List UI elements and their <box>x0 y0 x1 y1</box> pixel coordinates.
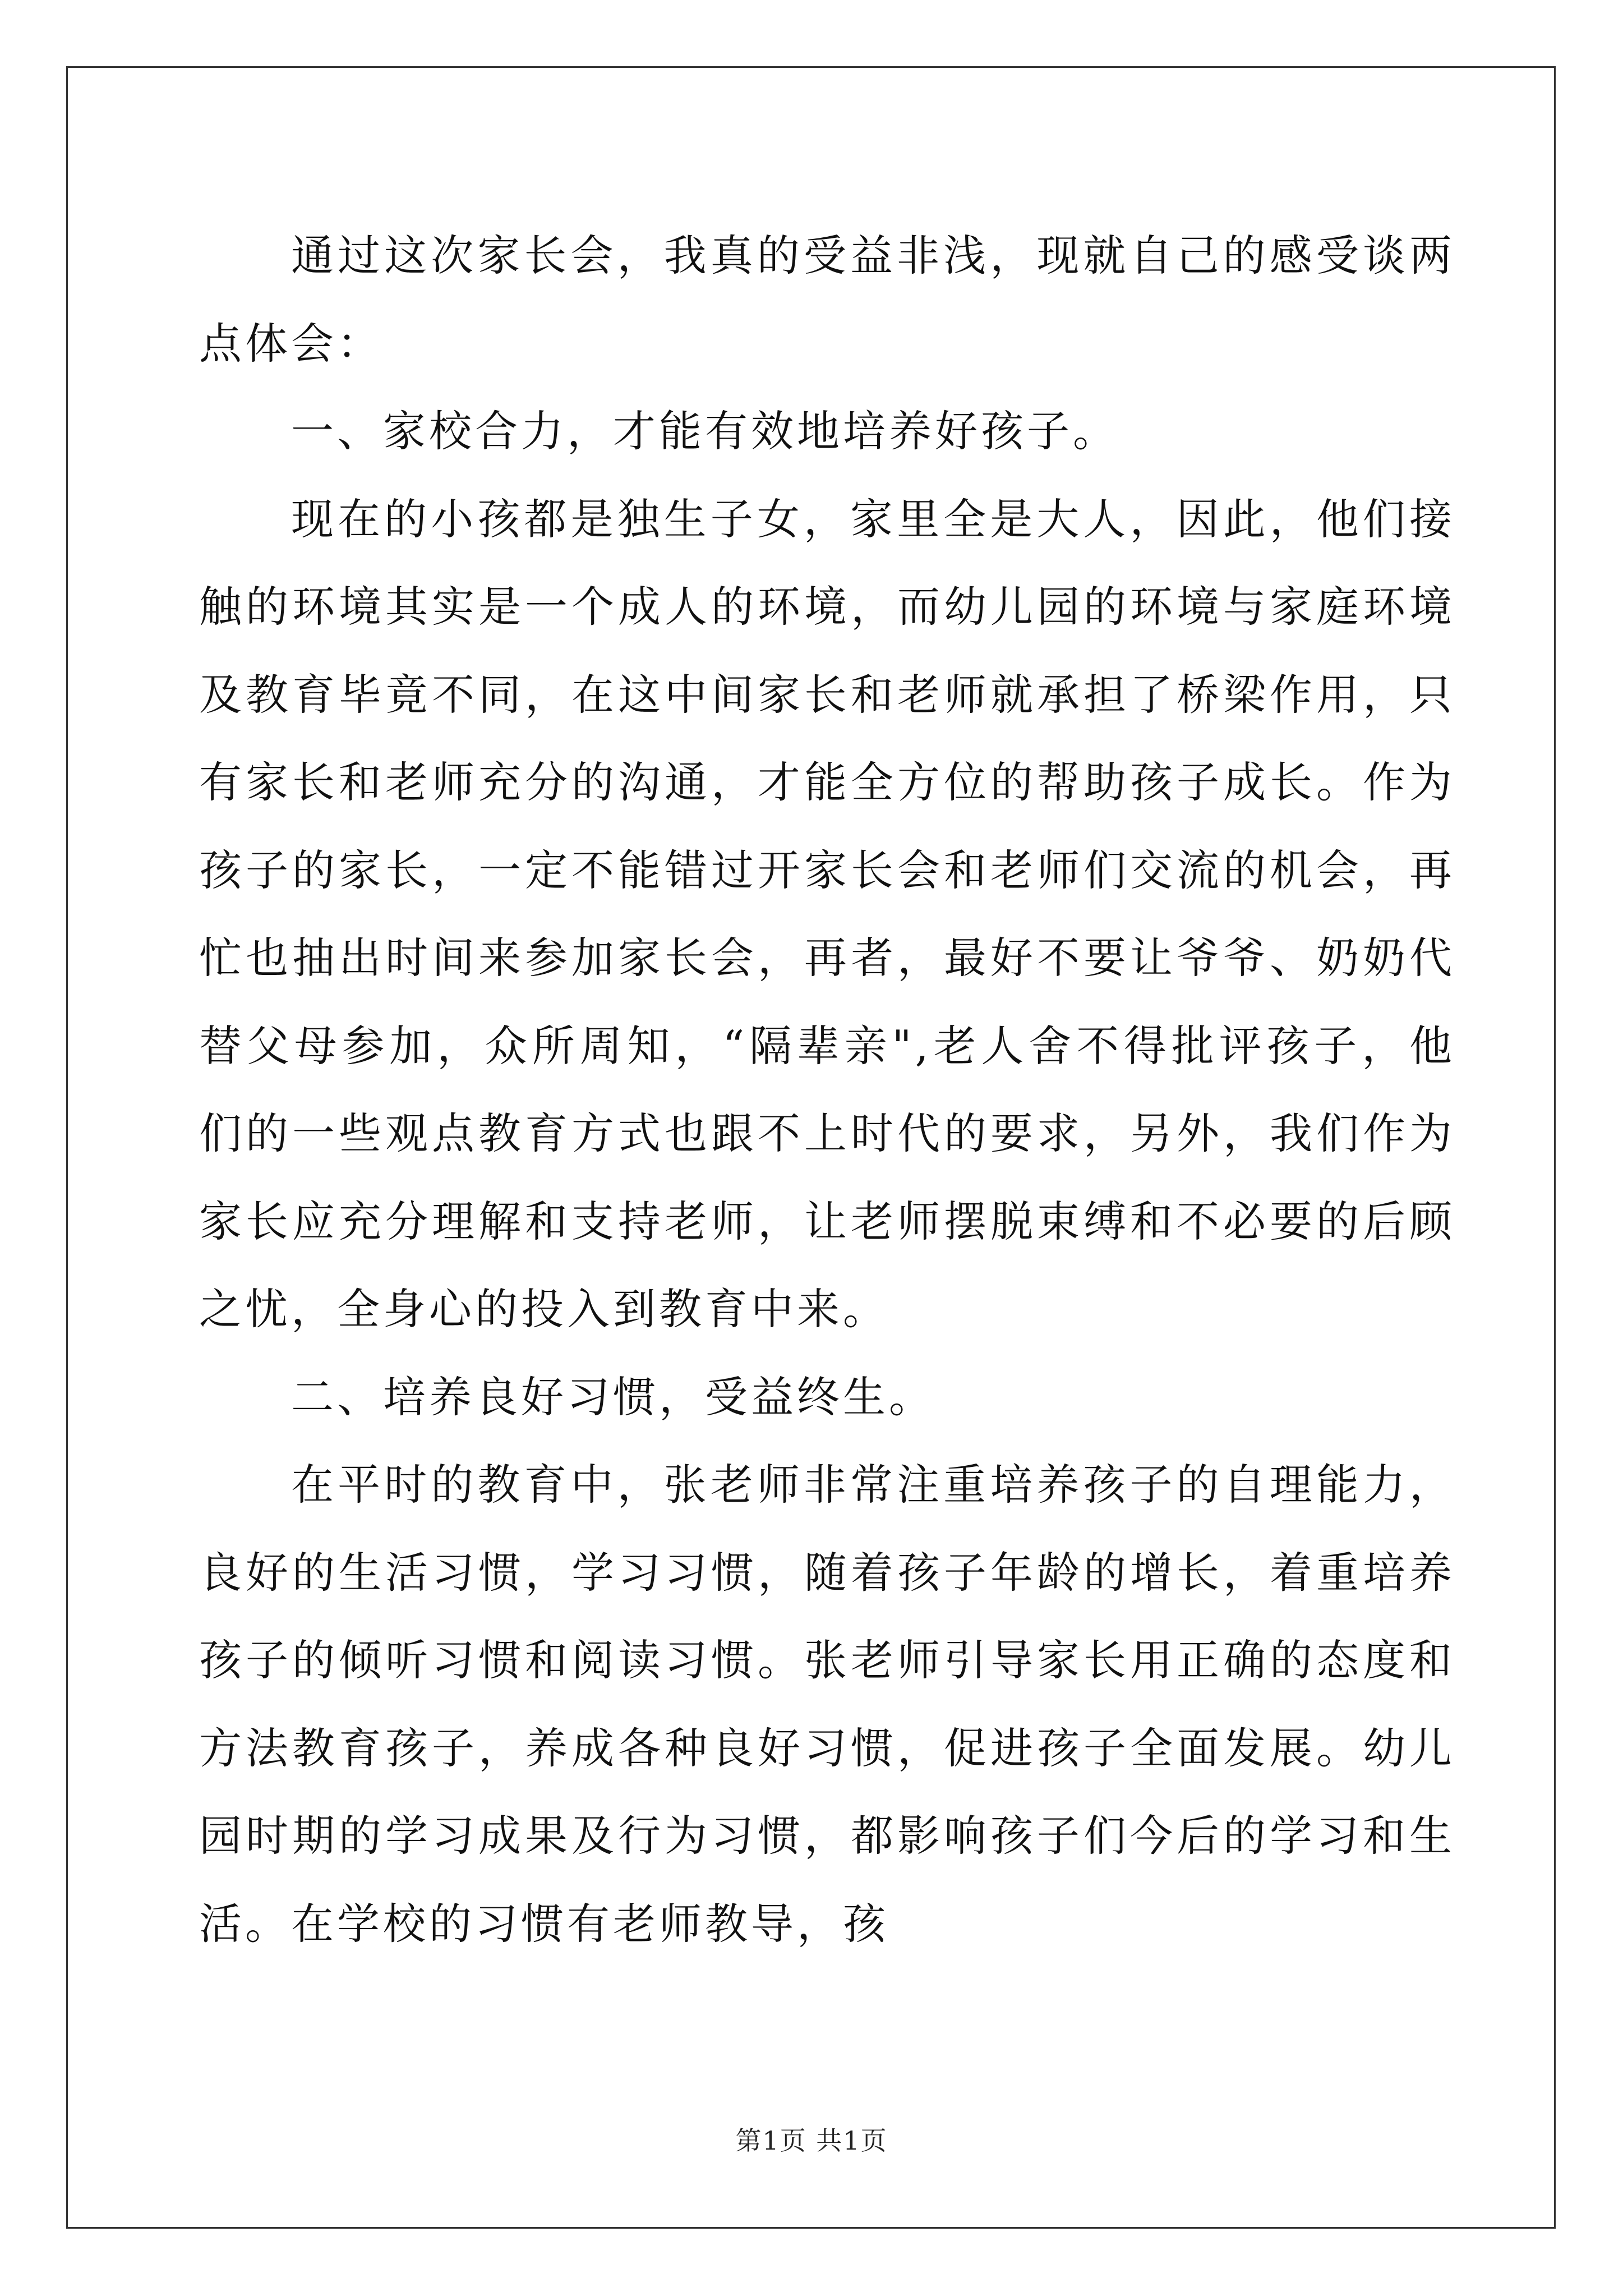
paragraph-intro: 通过这次家长会，我真的受益非浅，现就自己的感受谈两点体会： <box>199 231 1455 369</box>
heading-section-2: 二、培养良好习惯，受益终生。 <box>291 1372 935 1422</box>
heading-section-1: 一、家校合力，才能有效地培养好孩子。 <box>291 406 1119 456</box>
page-footer: 第1页 共1页 <box>735 2125 888 2156</box>
paragraph-section-2: 在平时的教育中，张老师非常注重培养孩子的自理能力，良好的生活习惯，学习习惯，随着孩子年龄的增长，着重培养孩子的倾听习惯和阅读习惯。张老师引导家长用正确的态度和方法教育孩子，养成各种良好习惯，促进孩子全面发展。幼儿园时期的学习成果及行为习惯，都影响孩子们今后的学习和生活。在学校的习惯有老师教导，孩 <box>199 1460 1455 1949</box>
document-body <box>199 212 1455 1968</box>
paragraph-section-1: 现在的小孩都是独生子女，家里全是大人，因此，他们接触的环境其实是一个成人的环境，而幼儿园的环境与家庭环境及教育毕竟不同，在这中间家长和老师就承担了桥梁作用，只有家长和老师充分的沟通，才能全方位的帮助孩子成长。作为孩子的家长，一定不能错过开家长会和老师们交流的机会，再忙也抽出时间来参加家长会，再者，最好不要让爷爷、奶奶代替父母参加，众所周知，“隔辈亲",老人舍不得批评孩子，他们的一些观点教育方式也跟不上时代的要求，另外，我们作为家长应充分理解和支持老师，让老师摆脱束缚和不必要的后顾之忧，全身心的投入到教育中来。 <box>199 494 1455 1334</box>
